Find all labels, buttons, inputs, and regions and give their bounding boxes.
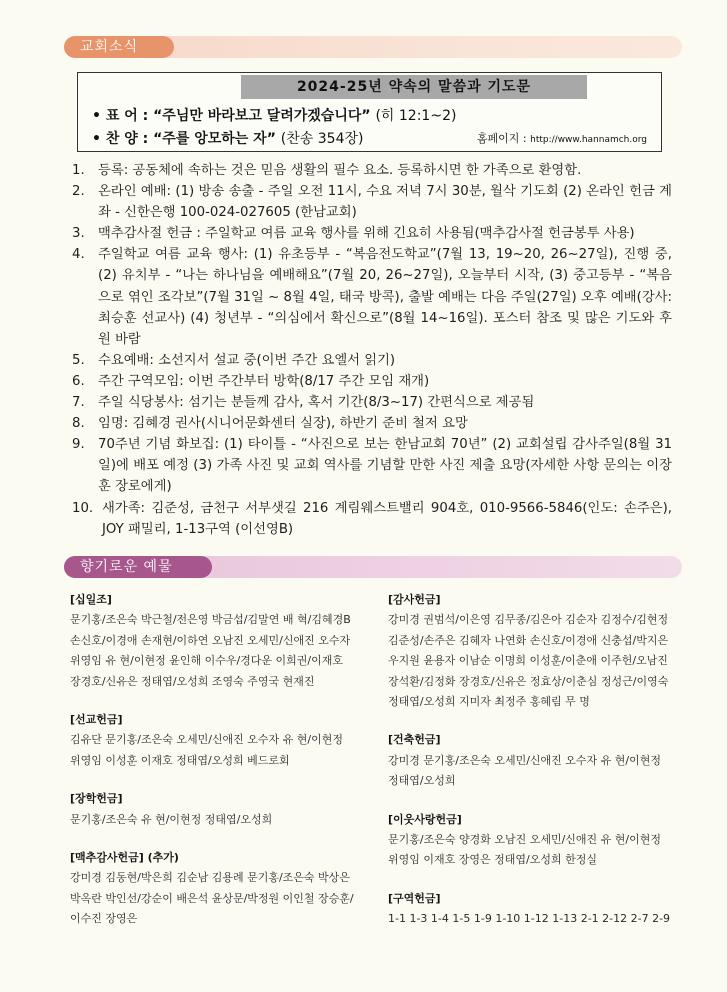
news-item-number: 3. [72,226,85,242]
offering-group [388,730,678,791]
news-item-text: 맥추감사절 헌금 : 주일학교 여름 교육 행사를 위해 긴요히 사용됨(맥추감사절 헌금봉투 사용) [98,226,635,242]
offerings-right-column [388,590,678,948]
motto-ref: (히 12:1~2) [375,108,457,124]
news-item [72,244,672,349]
news-item [72,181,672,223]
news-item [72,160,672,181]
offering-section-title: 향기로운 예물 [64,556,212,578]
offering-names-line: 박옥란 박인선/강순이 배은석 윤상문/박정원 이인철 장승훈/ [70,891,354,905]
offering-names-line: 강미경 문기홍/조은숙 오세민/신애진 오수자 유 현/이현정 [388,753,661,767]
offering-group-heading: [구역헌금] [388,891,441,905]
news-item [72,350,672,371]
news-item-number: 10. [72,500,94,516]
news-item-number: 1. [72,163,85,178]
news-item [72,498,672,540]
offering-group-heading: [장학헌금] [70,792,123,806]
verse-box-title: 2024-25년 약속의 말씀과 기도문 [241,75,587,99]
hymn-ref: (찬송 354장) [280,131,364,147]
news-item-text: 주일 식당봉사: 섬기는 분들께 감사, 혹서 기간(8/3~17) 간편식으로 제공됨 [98,395,535,411]
news-section-bar [64,36,682,58]
offering-names-line: 김유단 문기홍/조은숙 오세민/신애진 오수자 유 현/이현정 [70,733,343,747]
offering-names-line: 정태엽/오성희 [388,774,456,788]
offering-group [70,710,360,771]
offering-names-line: 장경호/신유은 정태엽/오성희 조영숙 주영국 현재진 [70,674,315,688]
offering-group-heading: [감사헌금] [388,593,441,606]
news-item-number: 5. [72,352,85,368]
news-section-title: 교회소식 [64,36,174,58]
news-item-text: 주간 구역모임: 이번 주간부터 방학(8/17 주간 모임 재개) [98,373,430,389]
offering-names-line: 위영임 이재호 장영은 정태엽/오성희 한정실 [388,853,597,867]
news-item [72,413,672,434]
news-item [72,223,672,244]
motto-label: • 표 어 : [92,108,149,124]
news-item-number: 6. [72,373,85,389]
offering-group [388,590,678,712]
offering-names-line: 정태엽/오성희 지미자 최정주 홍혜림 무 명 [388,695,590,709]
hymn-line [92,128,363,148]
offering-names-line: 위영임 이성훈 이재호 정태엽/오성희 베드로회 [70,753,290,767]
offering-group-heading: [십일조] [70,593,112,606]
news-item-number: 9. [72,437,85,453]
news-item-text: 등록: 공동체에 속하는 것은 믿음 생활의 필수 요소. 등록하시면 한 가족으로 환영함. [98,163,582,178]
offering-names-line: 장석환/김정화 장경호/신유은 정효상/이춘심 정성근/이영숙 [388,674,669,688]
news-item-text: 새가족: 김준성, 금천구 서부샛길 216 계림웨스트밸리 904호, 010-9566-5846(인도: 손주은), JOY 패밀리, 1-13구역 (이선영B) [102,500,672,537]
offering-group-heading: [맥추감사헌금] (추가) [70,851,179,865]
offering-names-line: 김준성/손주은 김혜자 나연화 손신호/이경애 신충섭/박지은 [388,633,669,647]
offering-names-line: 이수진 장영은 [70,912,138,926]
offering-group [70,590,360,692]
offering-group-heading: [이웃사랑헌금] [388,812,462,826]
offering-names-line: 우지원 윤용자 이남순 이명희 이성훈/이춘애 이주헌/오남진 [388,654,668,668]
offerings-left-column [70,590,360,948]
news-item-number: 7. [72,395,85,411]
offering-names-line: 1-1 1-3 1-4 1-5 1-9 1-10 1-12 1-13 2-1 2-12 2-7 2-9 [388,912,671,926]
news-list [72,160,672,540]
news-item [72,392,672,413]
news-item [72,371,672,392]
news-item-number: 2. [72,184,85,200]
offering-group [70,848,360,930]
offering-group [388,889,678,930]
offering-names-line: 위영임 유 현/이현정 윤인해 이수우/경다운 이희권/이재호 [70,654,343,668]
offering-group-heading: [선교헌금] [70,713,123,727]
motto-line [92,105,456,125]
offering-names-line: 강미경 권범석/이은영 김무종/김은아 김순자 김정수/김현정 [388,613,669,627]
offering-names-line: 문기홍/조은숙 박근철/전은영 박금섭/김말연 배 혁/김혜경B [70,613,351,627]
news-item [72,434,672,497]
motto-text: “주님만 바라보고 달려가겠습니다” [153,108,371,124]
offering-group [70,789,360,830]
offering-section-bar [64,556,682,578]
news-item-text: 온라인 예배: (1) 방송 송출 - 주일 오전 11시, 수요 저녁 7시 30분, 월삭 기도회 (2) 온라인 헌금 계좌 - 신한은행 100-024-027605 (한남교회) [98,184,672,221]
offering-group-heading: [건축헌금] [388,733,441,747]
offering-names-line: 문기홍/조은숙 양경화 오남진 오세민/신애진 유 현/이현정 [388,833,661,847]
homepage [477,130,647,146]
news-item-text: 주일학교 여름 교육 행사: (1) 유초등부 - “복음전도학교”(7월 13, 19~20, 26~27일), 진행 중, (2) 유치부 - “나는 하나님을 예배해요”(7월 20, 26~27일), 오늘부터 시작, (3) 중고등부 - “복음으로 엮인 조각보”(7월 31일 ~ 8월 4일, 태국 방콕), 출발 예배는 다음 주일(27일) 오후 예배(강사: 최승훈 선교사) (4) 청년부 - “의심에서 확신으로”(8월 14~16일). 포스터 참조 및 많은 기도와 후원 바람 [98,247,672,347]
news-item-text: 수요예배: 소선지서 설교 중(이번 주간 요엘서 읽기) [98,352,396,368]
offering-names-line: 문기홍/조은숙 유 현/이현정 정태엽/오성희 [70,812,273,826]
verse-box [77,72,662,152]
news-item-text: 70주년 기념 화보집: (1) 타이틀 - “사진으로 보는 한남교회 70년” (2) 교회설립 감사주일(8월 31일)에 배포 예정 (3) 가족 사진 및 교회 역사를 기념할 만한 사진 제출 요망(자세한 사항 문의는 이장훈 장로에게) [98,437,672,495]
hymn-label: • 찬 양 : [92,131,149,147]
news-item-number: 8. [72,416,85,432]
offering-group [388,810,678,871]
news-item-number: 4. [72,247,85,263]
hymn-text: “주를 앙모하는 자” [153,131,276,147]
offering-names-line: 강미경 김동현/박은희 김순남 김용례 문기홍/조은숙 박상은 [70,871,350,885]
homepage-link[interactable]: http://www.hannamch.org [530,135,647,145]
homepage-label: 홈페이지 : [476,132,527,145]
news-item-text: 임명: 김혜경 권사(시니어문화센터 실장), 하반기 준비 철저 요망 [98,416,468,432]
offering-names-line: 손신호/이경애 손재현/이하연 오남진 오세민/신애진 오수자 [70,633,351,647]
